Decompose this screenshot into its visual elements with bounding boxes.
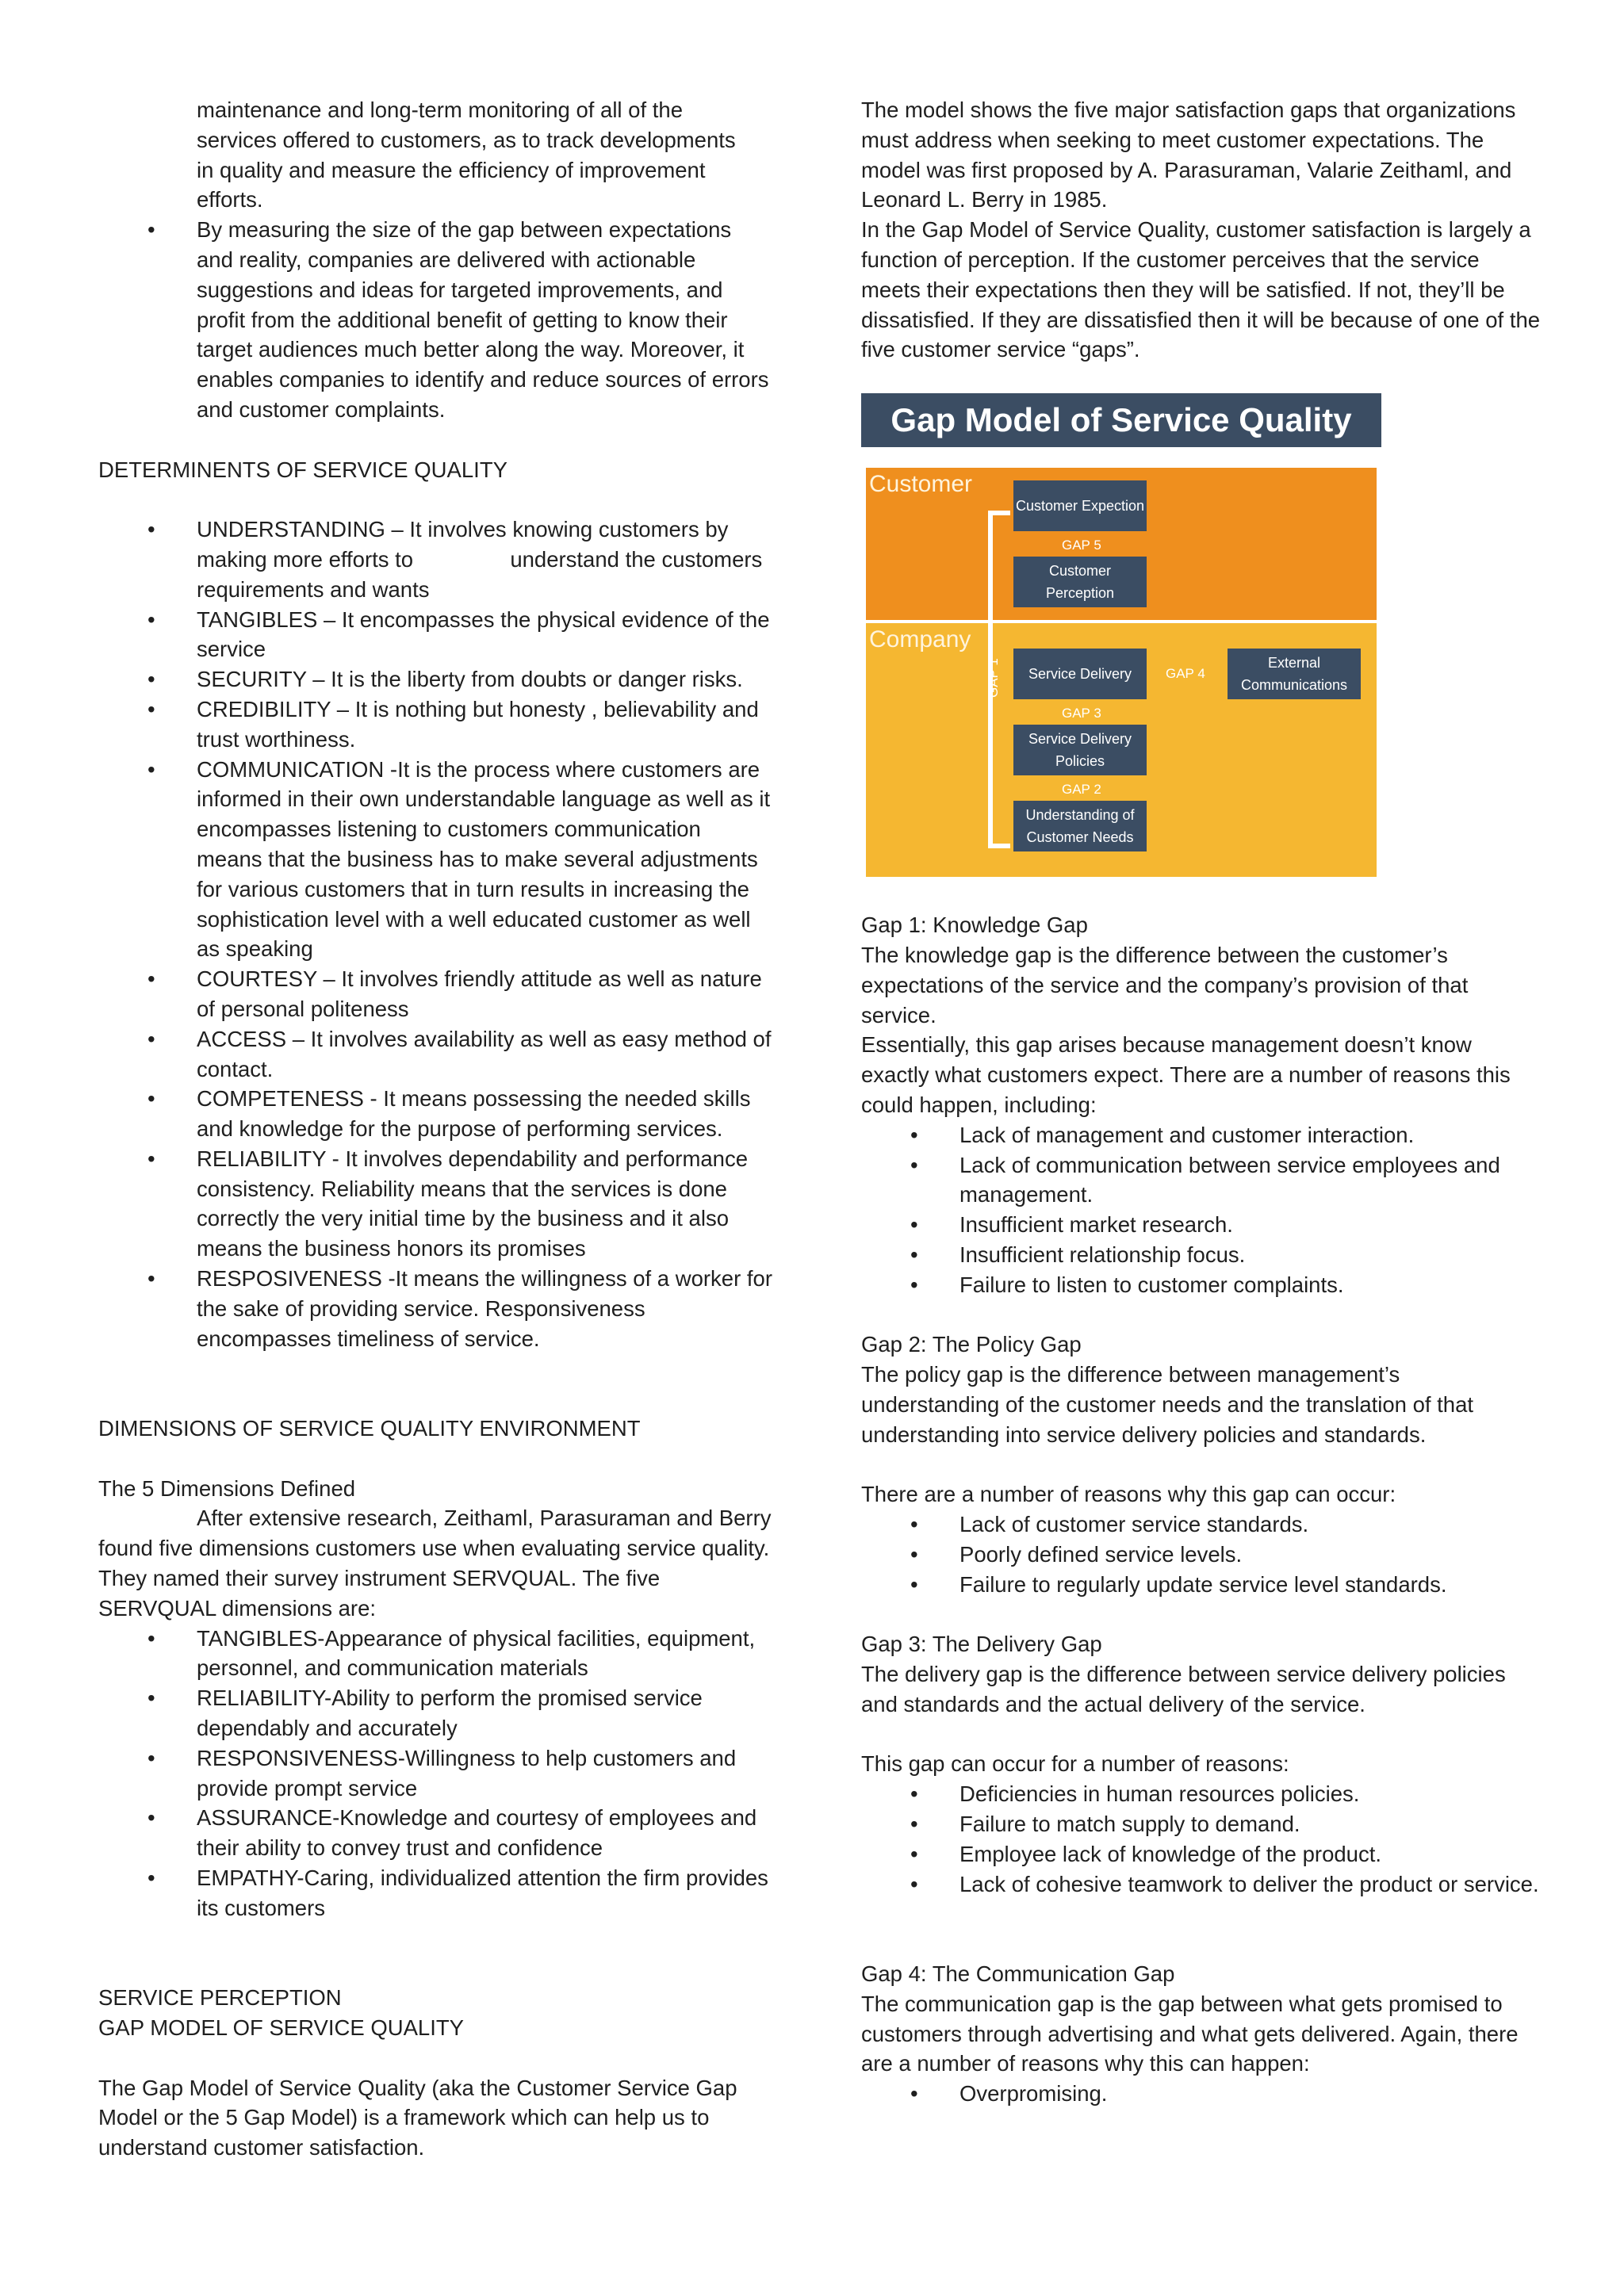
intro-line: in quality and measure the efficiency of improvement (197, 157, 706, 182)
external-communications-box: External Communications (1228, 649, 1361, 699)
list-item: • COMMUNICATION -It is the process where customers are informed in their own understandable language as well as it encompasses listening to customers communication means that the business has to make several adjustments for various customers that in turn results in increasing the sophistication level with a well educated customer as well as speaking (98, 755, 772, 965)
intro-bullet-list (98, 215, 772, 425)
list-item: • Lack of management and customer interaction. (861, 1120, 1543, 1150)
list-item: • Poorly defined service levels. (861, 1540, 1543, 1570)
intro-line: efforts. (197, 187, 263, 212)
gap2-label: GAP 2 (1062, 782, 1101, 798)
list-item: • COURTESY – It involves friendly attitude as well as nature of personal politeness (98, 964, 772, 1024)
gap3-paragraph: The delivery gap is the difference between service delivery policies and standards and the actual delivery of the service. (861, 1662, 1506, 1716)
intro-line: maintenance and long-term monitoring of all of the (197, 98, 683, 122)
list-item: • TANGIBLES-Appearance of physical facilities, equipment, personnel, and communication materials (98, 1624, 772, 1684)
gap1-paragraph: Essentially, this gap arises because management doesn’t know exactly what customers expect. There are a number of reasons this could happen, including: (861, 1032, 1511, 1117)
service-delivery-box: Service Delivery (1013, 649, 1147, 699)
list-item: • Insufficient market research. (861, 1210, 1543, 1240)
dimensions-subheading: The 5 Dimensions Defined (98, 1475, 356, 1501)
list-item: • COMPETENESS - It means possessing the needed skills and knowledge for the purpose of performing services. (98, 1084, 772, 1144)
gap2-list (861, 1510, 1543, 1599)
list-item: • RESPONSIVENESS-Willingness to help customers and provide prompt service (98, 1743, 772, 1804)
model-intro-paragraph: The model shows the five major satisfaction gaps that organizations must address when seeking to meet customer expectations. The model was first proposed by A. Parasuraman, Valarie Zeithaml, and Leonard L. Berry in 1985. (861, 98, 1516, 212)
gap1-list (861, 1120, 1543, 1300)
gap2-paragraph: There are a number of reasons why this gap can occur: (861, 1482, 1396, 1507)
dimensions-heading: DIMENSIONS OF SERVICE QUALITY ENVIRONMENT (98, 1416, 641, 1441)
company-label: Company (869, 626, 971, 653)
list-item: • Insufficient relationship focus. (861, 1240, 1543, 1270)
customer-expectation-box: Customer Expection (1013, 480, 1147, 531)
gap3-label: GAP 3 (1062, 706, 1101, 721)
gap4-paragraph: The communication gap is the gap between what gets promised to customers through advertising and what gets delivered. Again, there are a number of reasons why this can happen: (861, 1991, 1519, 2076)
list-item: • RELIABILITY-Ability to perform the promised service dependably and accurately (98, 1683, 772, 1743)
determinants-list (98, 515, 772, 1353)
list-item: • UNDERSTANDING – It involves knowing customers by making more efforts to understand the customers requirements and wants (98, 515, 772, 604)
list-item: • ACCESS – It involves availability as well as easy method of contact. (98, 1024, 772, 1085)
gap-model-heading: GAP MODEL OF SERVICE QUALITY (98, 2015, 465, 2040)
list-item: • Failure to regularly update service level standards. (861, 1570, 1543, 1600)
gap1-paragraph: The knowledge gap is the difference between the customer’s expectations of the service and the company’s provision of that service. (861, 942, 1469, 1027)
list-item: • Employee lack of knowledge of the product. (861, 1839, 1543, 1869)
gap4-label: GAP 4 (1166, 666, 1205, 682)
customer-label: Customer (869, 471, 973, 498)
gap-model-diagram (861, 393, 1381, 882)
gap3-heading: Gap 3: The Delivery Gap (861, 1632, 1102, 1657)
list-item: • CREDIBILITY – It is nothing but honesty , believability and trust worthiness. (98, 695, 772, 755)
perception-heading: SERVICE PERCEPTION (98, 1985, 342, 2011)
right-column (861, 95, 1543, 2109)
list-item: • TANGIBLES – It encompasses the physical evidence of the service (98, 605, 772, 665)
service-delivery-policies-box: Service Delivery Policies (1013, 725, 1147, 775)
gap-model-paragraph: The Gap Model of Service Quality (aka the Customer Service Gap Model or the 5 Gap Model) is a framework which can help us to understand customer satisfaction. (98, 2075, 737, 2160)
determinants-heading: DETERMINENTS OF SERVICE QUALITY (98, 457, 508, 482)
gap3-paragraph: This gap can occur for a number of reasons: (861, 1751, 1289, 1777)
list-item: • RESPOSIVENESS -It means the willingness of a worker for the sake of providing service. Responsiveness encompasses timeliness of service. (98, 1264, 772, 1353)
dimensions-paragraph: After extensive research, Zeithaml, Parasuraman and Berry found five dimensions customers use when evaluating service quality. They named their survey instrument SERVQUAL. The five SERVQUAL dimensions are: (98, 1506, 772, 1621)
gap1-heading: Gap 1: Knowledge Gap (861, 913, 1088, 938)
list-item: • Deficiencies in human resources policies. (861, 1779, 1543, 1809)
list-item: • Lack of customer service standards. (861, 1510, 1543, 1540)
list-item: • EMPATHY-Caring, individualized attention the firm provides its customers (98, 1863, 772, 1923)
diagram-title: Gap Model of Service Quality (861, 393, 1381, 447)
intro-line: services offered to customers, as to track developments (197, 127, 736, 152)
list-item: • ASSURANCE-Knowledge and courtesy of employees and their ability to convey trust and confidence (98, 1803, 772, 1863)
list-item: • Lack of cohesive teamwork to deliver the product or service. (861, 1869, 1543, 1900)
dimensions-list (98, 1624, 772, 1923)
list-item: • Failure to match supply to demand. (861, 1809, 1543, 1839)
model-perception-paragraph: In the Gap Model of Service Quality, customer satisfaction is largely a function of perception. If the customer perceives that the service meets their expectations then they will be satisfied. If not, they’ll be dissatisfied. If they are dissatisfied then it will be because of one of the five customer service “gaps”. (861, 217, 1541, 362)
list-item: • Overpromising. (861, 2079, 1543, 2109)
list-item: • Failure to listen to customer complaints. (861, 1270, 1543, 1300)
customer-perception-box: Customer Perception (1013, 557, 1147, 607)
gap5-label: GAP 5 (1062, 538, 1101, 553)
understanding-customer-needs-box: Understanding of Customer Needs (1013, 801, 1147, 851)
list-item: • RELIABILITY - It involves dependability and performance consistency. Reliability means that the services is done correctly the very initial time by the business and it also means the business honors its promises (98, 1144, 772, 1264)
gap2-heading: Gap 2: The Policy Gap (861, 1332, 1082, 1357)
gap3-list (861, 1779, 1543, 1899)
left-column (98, 95, 772, 2163)
gap2-paragraph: The policy gap is the difference between management’s understanding of the customer needs and the translation of that understanding into service delivery policies and standards. (861, 1362, 1474, 1447)
intro-bullet: • By measuring the size of the gap between expectations and reality, companies are delivered with actionable suggestions and ideas for targeted improvements, and profit from the additional benefit of getting to know their target audiences much better along the way. Moreover, it enables companies to identify and reduce sources of errors and customer complaints. (98, 215, 772, 425)
gap4-heading: Gap 4: The Communication Gap (861, 1961, 1175, 1987)
list-item: • SECURITY – It is the liberty from doubts or danger risks. (98, 664, 772, 695)
gap1-label: GAP 1 (986, 658, 1001, 698)
list-item: • Lack of communication between service employees and management. (861, 1150, 1543, 1211)
gap4-list (861, 2079, 1543, 2109)
